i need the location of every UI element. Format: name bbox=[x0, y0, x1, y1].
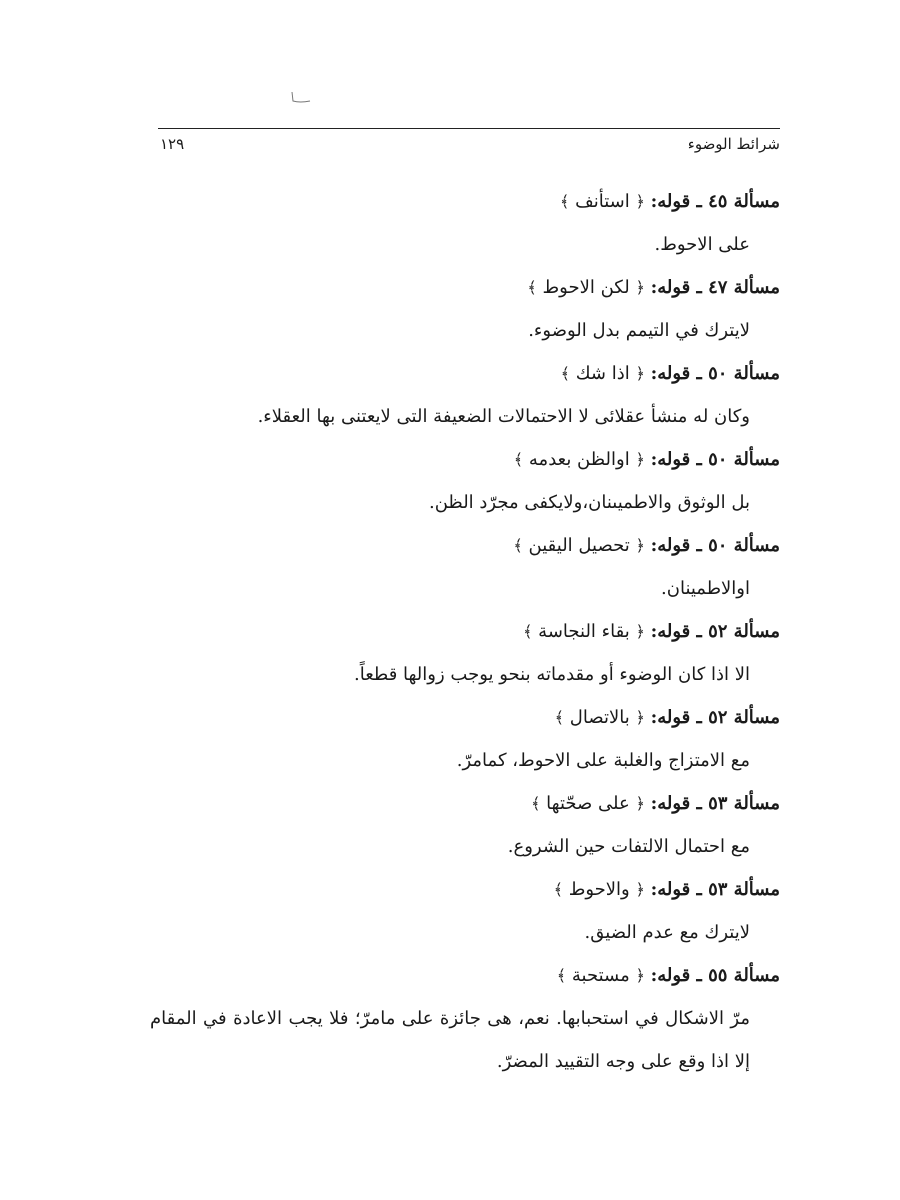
entry-comment: الا اذا كان الوضوء أو مقدماته بنحو يوجب زوالها قطعاً. bbox=[354, 664, 750, 685]
ornate-bracket-open-icon: ﴿ bbox=[635, 880, 645, 899]
masala-label: مسألة ٥٠ ـ قوله: bbox=[650, 363, 780, 384]
page-number: ١٢٩ bbox=[160, 135, 185, 153]
masala-entry bbox=[150, 610, 780, 696]
entry-heading bbox=[150, 782, 780, 825]
quoted-phrase: اذا شك bbox=[575, 363, 630, 384]
quoted-phrase: لكن الاحوط bbox=[542, 277, 630, 298]
entry-comment: وكان له منشأ عقلائى لا الاحتمالات الضعيفة التى لايعتنى بها العقلاء. bbox=[257, 406, 750, 427]
quoted-phrase: بقاء النجاسة bbox=[538, 621, 630, 642]
ornate-bracket-open-icon: ﴿ bbox=[635, 622, 645, 641]
masala-entry bbox=[150, 352, 780, 438]
ornate-bracket-close-icon: ﴾ bbox=[559, 192, 570, 211]
entry-comment: بل الوثوق والاطميىنان،ولايكفى مجرّد الظن. bbox=[429, 492, 750, 513]
ornate-bracket-open-icon: ﴿ bbox=[635, 536, 645, 555]
entry-heading bbox=[150, 180, 780, 223]
ornate-bracket-open-icon: ﴿ bbox=[635, 966, 645, 985]
masala-label: مسألة ٤٧ ـ قوله: bbox=[650, 277, 780, 298]
running-title: شرائط الوضوء bbox=[687, 135, 780, 153]
masala-label: مسألة ٥٣ ـ قوله: bbox=[650, 793, 780, 814]
masala-entry bbox=[150, 524, 780, 610]
masala-label: مسألة ٥٥ ـ قوله: bbox=[650, 965, 780, 986]
ornate-bracket-close-icon: ﴾ bbox=[527, 278, 537, 297]
ornate-bracket-open-icon: ﴿ bbox=[635, 364, 645, 383]
masala-entry bbox=[150, 954, 780, 1083]
masala-entry bbox=[150, 696, 780, 782]
quoted-phrase: اوالظن بعدمه bbox=[528, 449, 630, 470]
quoted-phrase: على صحّتها bbox=[546, 793, 630, 814]
quoted-phrase: بالاتصال bbox=[569, 707, 630, 728]
quoted-phrase: مستحبة bbox=[571, 965, 630, 986]
ornate-bracket-open-icon: ﴿ bbox=[635, 192, 645, 211]
quoted-phrase: والاحوط bbox=[568, 879, 630, 900]
ornate-bracket-close-icon: ﴾ bbox=[523, 622, 533, 641]
masala-entry bbox=[150, 782, 780, 868]
body-text bbox=[150, 180, 780, 1083]
entry-heading bbox=[150, 524, 780, 567]
quoted-phrase: استأنف bbox=[575, 191, 630, 212]
masala-entry bbox=[150, 266, 780, 352]
entry-heading bbox=[150, 868, 780, 911]
entry-heading bbox=[150, 696, 780, 739]
masala-label: مسألة ٥٢ ـ قوله: bbox=[650, 707, 780, 728]
entry-comment: لايترك مع عدم الضيق. bbox=[584, 922, 750, 943]
masala-label: مسألة ٥٠ ـ قوله: bbox=[650, 535, 780, 556]
ornate-bracket-close-icon: ﴾ bbox=[554, 708, 565, 727]
quoted-phrase: تحصيل اليقين bbox=[528, 535, 630, 556]
entry-comment: مع الامتزاج والغلبة على الاحوط، كمامرّ. bbox=[456, 750, 750, 771]
entry-comment: على الاحوط. bbox=[654, 234, 750, 255]
ornate-bracket-open-icon: ﴿ bbox=[635, 708, 645, 727]
masala-entry bbox=[150, 438, 780, 524]
entry-heading bbox=[150, 352, 780, 395]
masala-label: مسألة ٥٠ ـ قوله: bbox=[650, 449, 780, 470]
entry-comment: اوالاطمينان. bbox=[661, 578, 750, 599]
ornate-bracket-open-icon: ﴿ bbox=[635, 794, 645, 813]
masala-label: مسألة ٤٥ ـ قوله: bbox=[650, 191, 780, 212]
ornate-bracket-close-icon: ﴾ bbox=[553, 880, 563, 899]
ornate-bracket-open-icon: ﴿ bbox=[635, 450, 645, 469]
ornate-bracket-close-icon: ﴾ bbox=[513, 450, 524, 469]
entry-comment: مرّ الاشكال في استحبابها. نعم، هى جائزة على مامرّ؛ فلا يجب الاعادة في المقام إلا اذا وقع على وجه التقييد المضرّ. bbox=[150, 1008, 750, 1072]
ornate-bracket-close-icon: ﴾ bbox=[556, 966, 567, 985]
masala-label: مسألة ٥٢ ـ قوله: bbox=[650, 621, 780, 642]
ornate-bracket-close-icon: ﴾ bbox=[513, 536, 523, 555]
entry-comment: لايترك في التيمم بدل الوضوء. bbox=[528, 320, 750, 341]
entry-comment: مع احتمال الالتفات حين الشروع. bbox=[507, 836, 750, 857]
running-header bbox=[158, 128, 780, 159]
masala-entry bbox=[150, 868, 780, 954]
ornate-bracket-open-icon: ﴿ bbox=[635, 278, 645, 297]
entry-heading bbox=[150, 438, 780, 481]
entry-heading bbox=[150, 266, 780, 309]
ornate-bracket-close-icon: ﴾ bbox=[531, 794, 541, 813]
masala-entry bbox=[150, 180, 780, 266]
masala-label: مسألة ٥٣ ـ قوله: bbox=[650, 879, 780, 900]
entry-heading bbox=[150, 954, 780, 997]
entry-heading bbox=[150, 610, 780, 653]
ornate-bracket-close-icon: ﴾ bbox=[560, 364, 570, 383]
scan-artifact-mark bbox=[288, 90, 314, 104]
